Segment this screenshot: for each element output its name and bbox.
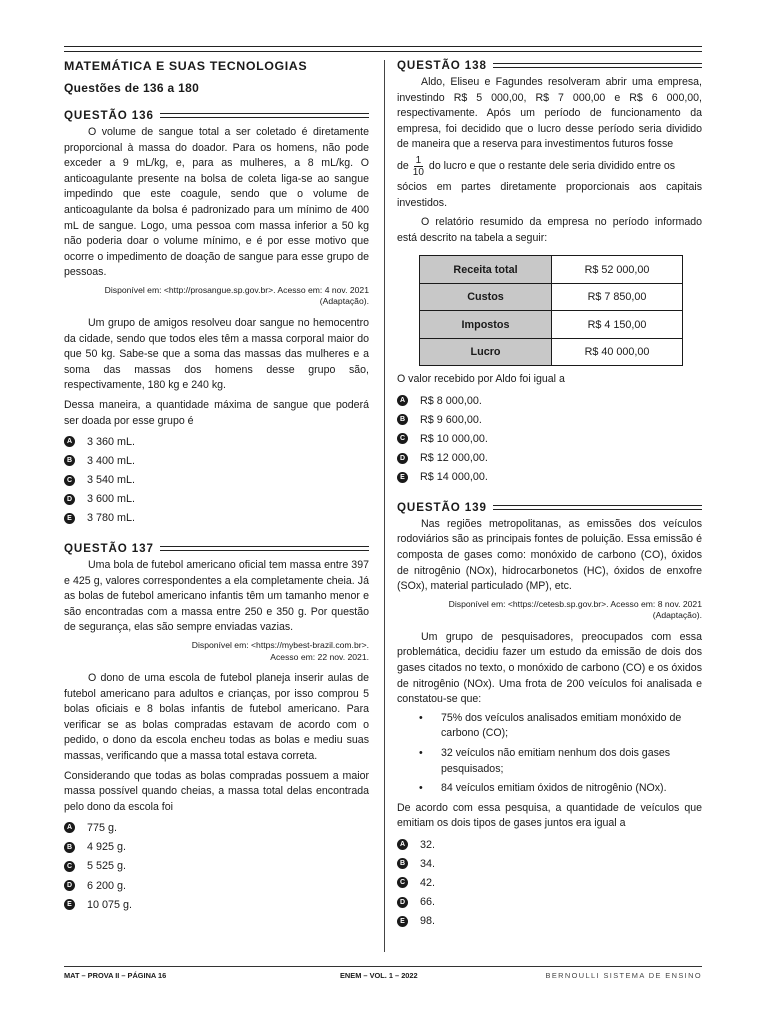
option-letter-badge: A [397,395,408,406]
source-line: Disponível em: <http://prosangue.sp.gov.br>. Acesso em: 4 nov. 2021 [104,284,369,295]
question-text: O relatório resumido da empresa no período informado está descrito na tabela a seguir: [397,216,702,244]
option-letter-badge: E [397,916,408,927]
answer-option[interactable] [397,893,702,912]
financial-report-table [419,255,683,366]
table-cell: R$ 52 000,00 [552,256,683,284]
question-138-header [397,59,702,72]
answer-option[interactable] [64,876,369,895]
page-footer [64,966,702,984]
option-text: 3 360 mL. [87,435,136,448]
option-text: R$ 10 000,00. [420,432,488,445]
option-text: 34. [420,857,436,870]
option-text: 3 600 mL. [87,493,136,506]
fraction [413,155,424,178]
option-text: 3 780 mL. [87,512,136,525]
option-text: 32. [420,838,436,851]
answer-options-138 [397,391,702,487]
table-row [420,338,683,366]
option-letter-badge: C [397,433,408,444]
answer-option[interactable] [397,391,702,410]
answer-option[interactable] [397,429,702,448]
option-text: 10 075 g. [87,898,133,911]
answer-option[interactable] [64,838,369,857]
answer-option[interactable] [64,432,369,451]
left-column [64,56,369,914]
option-letter-badge: C [64,861,75,872]
option-text: 5 525 g. [87,860,127,873]
source-line: (Adaptação). [652,610,702,621]
option-letter-badge: C [397,877,408,888]
question-prompt: Dessa maneira, a quantidade máxima de sangue que poderá ser doada por esse grupo é [64,398,369,427]
table-header-cell: Custos [420,283,552,311]
question-prompt: Considerando que todas as bolas compradas possuem a maior massa possível quando cheias, a massa total delas encontrada pelo dono da escola foi [64,769,369,813]
option-text: 4 925 g. [87,841,127,854]
option-text: 6 200 g. [87,879,127,892]
answer-option[interactable] [397,410,702,429]
option-letter-badge: D [64,494,75,505]
question-text: Nas regiões metropolitanas, as emissões dos veículos rodoviários são as principais fontes de poluição. Essa emissão é composta de gases como: monóxido de carbono (CO), óxidos de nitrogênio (NOx), hidrocarbonetos (HC), óxidos de enxofre (SOx), material particulado (MP), etc. [397,517,702,593]
answer-options-139 [397,835,702,931]
source-line: Disponível em: <https://cetesb.sp.gov.br>. Acesso em: 8 nov. 2021 [448,598,702,609]
option-text: R$ 8 000,00. [420,394,482,407]
answer-options-136 [64,432,369,528]
list-item: • 84 veículos emitiam óxidos de nitrogênio (NOx). [419,781,702,797]
option-letter-badge: D [64,880,75,891]
fraction-numerator: 1 [415,154,422,166]
answer-options-137 [64,818,369,914]
question-rule [493,63,702,68]
option-letter-badge: D [397,453,408,464]
table-row [420,256,683,284]
answer-option[interactable] [397,449,702,468]
footer-exam-label: ENEM – VOL. 1 – 2022 [340,971,418,980]
answer-option[interactable] [397,468,702,487]
option-text: 66. [420,896,436,909]
source-citation [64,285,369,308]
option-text: R$ 14 000,00. [420,471,488,484]
table-header-cell: Receita total [420,256,552,284]
table-header-cell: Lucro [420,338,552,366]
option-letter-badge: C [64,475,75,486]
list-item: • 75% dos veículos analisados emitiam monóxido de carbono (CO); [419,711,702,742]
top-rule [64,46,702,52]
column-divider [384,60,385,952]
answer-option[interactable] [64,509,369,528]
option-letter-badge: B [397,414,408,425]
source-citation [64,640,369,663]
table-row [420,311,683,339]
table-cell: R$ 4 150,00 [552,311,683,339]
fraction-prefix: de [397,159,409,172]
option-text: 98. [420,915,436,928]
section-subtitle: Questões de 136 a 180 [64,81,200,95]
answer-option[interactable] [397,835,702,854]
question-text: Aldo, Eliseu e Fagundes resolveram abrir uma empresa, investindo R$ 5 000,00, R$ 7 000,00 e R$ 6 000,00, respectivamente. Após um período de funcionamento da empresa, foi decidido que o lucro desse período seria dividido de maneira que a reserva para investimentos futuros fosse [397,76,702,151]
question-label: QUESTÃO 138 [397,59,487,72]
list-item: • 32 veículos não emitiam nenhum dos dois gases pesquisados; [419,746,702,777]
question-label: QUESTÃO 137 [64,542,154,556]
answer-option[interactable] [64,857,369,876]
findings-list [419,711,702,797]
question-136-header [64,109,369,122]
source-line: Disponível em: <https://mybest-brazil.com.br>. [191,640,369,650]
answer-option[interactable] [64,470,369,489]
option-letter-badge: A [397,839,408,850]
question-text: Uma bola de futebol americano oficial tem massa entre 397 e 425 g, valores correspondentes a ela completamente cheia. Já as bolas de futebol americano infantis têm um tamanho menor e são encontradas com a massa entre 250 e 350 g. Por questão de segurança, elas são sempre enviadas vazias. [64,559,369,634]
question-rule [160,113,369,118]
source-citation [397,599,702,622]
option-text: 775 g. [87,821,118,834]
table-cell: R$ 7 850,00 [552,283,683,311]
footer-page-label: MAT – PROVA II – PÁGINA 16 [64,971,167,980]
fraction-denominator: 10 [412,166,424,178]
option-text: 3 540 mL. [87,474,136,487]
answer-option[interactable] [64,818,369,837]
question-label: QUESTÃO 136 [64,109,154,122]
question-text: Um grupo de amigos resolveu doar sangue no hemocentro da cidade, sendo que todos eles têm a massa corporal maior do que 50 kg. Sabe-se que a soma das massas das mulheres e a soma das massas dos homens desse grupo são, respectivamente, 180 kg e 240 kg. [64,316,369,392]
question-label: QUESTÃO 139 [397,500,487,514]
question-text: O dono de uma escola de futebol planeja inserir aulas de futebol americano para adultos e crianças, por isso comprou 5 bolas oficiais e 8 bolas infantis de futebol americano. Para verificar se as bolas compradas estavam de acordo com o pedido, o dono da escola encheu todas as bolas e mediu suas massas, verificando que a massa total estava correta. [64,672,369,762]
answer-option[interactable] [397,912,702,931]
question-text: sócios em partes diretamente proporcionais aos capitais investidos. [397,180,702,209]
option-letter-badge: D [397,897,408,908]
fraction-suffix: do lucro e que o restante dele seria dividido entre os [428,159,676,172]
option-letter-badge: E [64,899,75,910]
table-header-cell: Impostos [420,311,552,339]
option-text: R$ 9 600,00. [420,413,482,426]
question-text: O volume de sangue total a ser coletado é diretamente proporcional à massa do doador. Para os homens, não pode exceder a 9 mL/kg, e, para as mulheres, a 8 mL/kg. O anticoagulante presente na bolsa de coleta liga-se ao sangue impedindo que este coagule, sendo que o volume de anticoagulante da bolsa é padronizado para um mínimo de 400 mL de sangue. Logo, uma pessoa com massa inferior a 50 kg não poderia doar o volume mínimo, e é por esse motivo que ocorre o impedimento de doação de sangue para esse grupo de pessoas. [64,126,369,279]
question-137-header [64,542,369,555]
right-column [397,56,702,931]
answer-option[interactable] [64,490,369,509]
answer-option[interactable] [64,895,369,914]
question-rule [160,546,369,551]
option-text: 3 400 mL. [87,454,136,467]
option-letter-badge: B [64,842,75,853]
answer-option[interactable] [397,873,702,892]
option-text: 42. [420,876,436,889]
source-line: (Adaptação). [319,296,369,307]
question-rule [493,505,702,510]
option-text: R$ 12 000,00. [420,452,488,465]
footer-brand: BERNOULLI SISTEMA DE ENSINO [545,971,702,980]
option-letter-badge: A [64,436,75,447]
table-cell: R$ 40 000,00 [552,338,683,366]
question-prompt: O valor recebido por Aldo foi igual a [397,373,565,386]
option-letter-badge: E [397,472,408,483]
option-letter-badge: A [64,822,75,833]
table-row [420,283,683,311]
fraction-line [397,155,702,178]
option-letter-badge: E [64,513,75,524]
question-prompt: De acordo com essa pesquisa, a quantidade de veículos que emitiam os dois tipos de gases juntos era igual a [397,801,702,830]
option-letter-badge: B [397,858,408,869]
option-letter-badge: B [64,455,75,466]
source-line: Acesso em: 22 nov. 2021. [270,651,369,662]
question-text: Um grupo de pesquisadores, preocupados com essa problemática, decidiu fazer um estudo da emissão de dois dos gases citados no texto, o monóxido de carbono (CO) e os óxidos de nitrogênio (NOx). Uma frota de 200 veículos foi analisada e constatou-se que: [397,630,702,706]
question-139-header [397,501,702,514]
section-title: MATEMÁTICA E SUAS TECNOLOGIAS [64,59,308,73]
answer-option[interactable] [397,854,702,873]
answer-option[interactable] [64,451,369,470]
